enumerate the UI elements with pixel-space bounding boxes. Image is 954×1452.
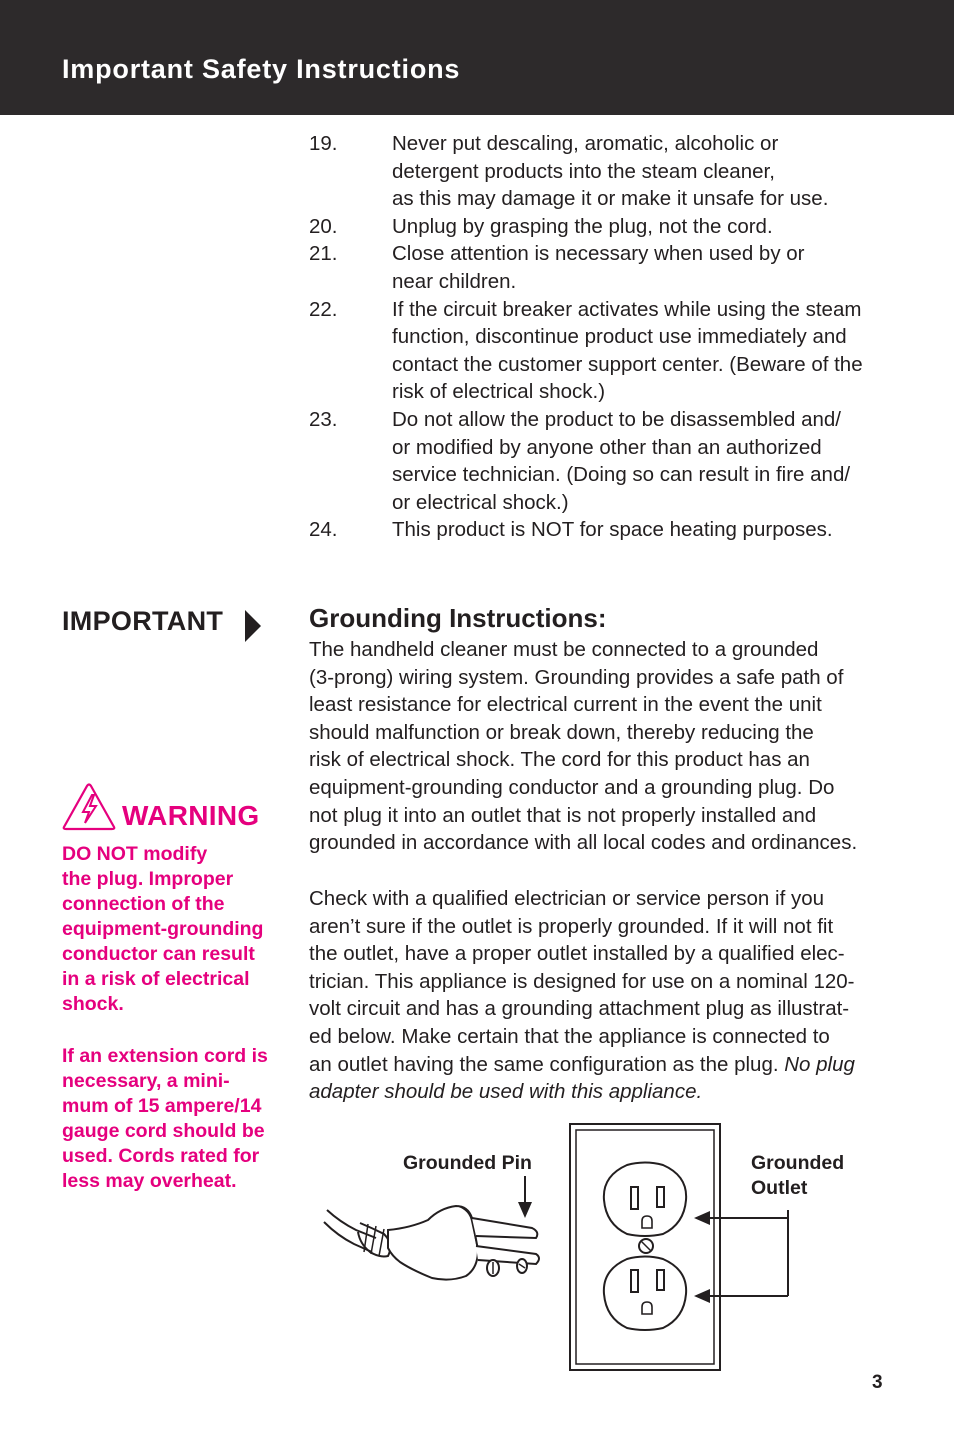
paragraph-line: risk of electrical shock. The cord for this product has an (309, 748, 810, 772)
paragraph-line: volt circuit and has a grounding attachment plug as illustrat- (309, 997, 850, 1021)
item-number: 19. (309, 132, 338, 155)
list-item (309, 130, 909, 213)
item-number: 24. (309, 518, 338, 542)
item-line: function, discontinue product use immediately and (392, 325, 847, 349)
warning-line: If an extension cord is (62, 1045, 268, 1067)
warning-line: the plug. Improper (62, 868, 234, 890)
item-line: service technician. (Doing so can result in fire and/ (392, 463, 851, 487)
list-item (309, 516, 909, 544)
warning-line: conductor can result (62, 943, 255, 965)
paragraph-line: trician. This appliance is designed for use on a nominal 120- (309, 969, 855, 993)
warning-line: gauge cord should be (62, 1120, 265, 1142)
item-line: or modified by anyone other than an authorized (392, 435, 822, 459)
item-number: 22. (309, 297, 338, 321)
paragraph-italic-text: No plug (784, 1052, 855, 1076)
paragraph-line: (3-prong) wiring system. Grounding provides a safe path of (309, 665, 844, 689)
paragraph-line (309, 1051, 899, 1079)
paragraph-line: least resistance for electrical current in the event the unit (309, 693, 822, 717)
warning-line: mum of 15 ampere/14 (62, 1095, 262, 1117)
item-line: Never put descaling, aromatic, alcoholic or (392, 132, 779, 155)
warning-line: in a risk of electrical (62, 968, 250, 990)
diagram-drawing (300, 1110, 920, 1380)
item-number: 23. (309, 407, 338, 431)
header-bar (0, 0, 954, 115)
warning-text-plug (62, 842, 284, 1017)
page-title: Important Safety Instructions (62, 54, 461, 84)
list-item (309, 213, 909, 241)
triangle-arrow-icon (243, 610, 261, 642)
paragraph-line: grounded in accordance with all local codes and ordinances. (309, 831, 858, 855)
paragraph-line: the outlet, have a proper outlet installed by a qualified elec- (309, 942, 845, 966)
grounding-diagram (300, 1110, 920, 1380)
item-line: as this may damage it or make it unsafe for use. (392, 187, 829, 211)
warning-line: less may overheat. (62, 1170, 237, 1192)
item-line: This product is NOT for space heating purposes. (392, 518, 833, 542)
page-number: 3 (872, 1372, 883, 1393)
warning-line: used. Cords rated for (62, 1145, 260, 1167)
item-line: risk of electrical shock.) (392, 380, 606, 404)
warning-text-extension-cord (62, 1044, 284, 1194)
paragraph-line: not plug it into an outlet that is not properly installed and (309, 803, 817, 827)
item-number: 20. (309, 214, 338, 238)
warning-line: shock. (62, 993, 124, 1015)
warning-line: DO NOT modify (62, 843, 208, 865)
paragraph-line: The handheld cleaner must be connected to a grounded (309, 638, 819, 661)
section-heading: Grounding Instructions: (309, 603, 607, 633)
grounding-paragraph-2 (309, 885, 899, 1106)
item-number: 21. (309, 242, 338, 266)
outlet-icon (570, 1124, 720, 1370)
warning-line: necessary, a mini- (62, 1070, 230, 1092)
list-item (309, 406, 909, 516)
pin-arrow (518, 1176, 532, 1218)
grounding-paragraph-1 (309, 636, 899, 857)
list-item (309, 296, 909, 406)
label-line: Grounded (751, 1152, 845, 1174)
item-line: near children. (392, 269, 517, 293)
important-label: IMPORTANT (62, 606, 224, 636)
item-line: contact the customer support center. (Beware of the (392, 352, 863, 376)
paragraph-italic-text: adapter should be used with this appliance. (309, 1080, 703, 1104)
paragraph-text: an outlet having the same configuration as the plug. (309, 1052, 785, 1076)
item-line: Unplug by grasping the plug, not the cord. (392, 214, 773, 238)
paragraph-line: should malfunction or break down, thereby reducing the (309, 720, 814, 744)
paragraph-line (309, 1078, 899, 1106)
plug-icon (324, 1206, 539, 1280)
lightning-warning-icon (61, 783, 117, 831)
item-line: detergent products into the steam cleaner, (392, 159, 775, 183)
paragraph-line: aren’t sure if the outlet is properly grounded. If it will not fit (309, 914, 834, 938)
paragraph-line: equipment-grounding conductor and a grounding plug. Do (309, 775, 835, 799)
paragraph-line: Check with a qualified electrician or service person if you (309, 887, 825, 910)
item-line: If the circuit breaker activates while using the steam (392, 297, 862, 321)
item-line: or electrical shock.) (392, 490, 569, 514)
warning-line: connection of the (62, 893, 225, 915)
instruction-list (309, 130, 909, 544)
item-line: Do not allow the product to be disassembled and/ (392, 407, 841, 431)
grounded-pin-label: Grounded Pin (403, 1152, 532, 1174)
label-line: Outlet (751, 1177, 808, 1199)
paragraph-line: ed below. Make certain that the appliance is connected to (309, 1024, 830, 1048)
list-item (309, 240, 909, 295)
warning-title: WARNING (122, 800, 260, 831)
item-line: Close attention is necessary when used by or (392, 242, 805, 266)
warning-line: equipment-grounding (62, 918, 264, 940)
